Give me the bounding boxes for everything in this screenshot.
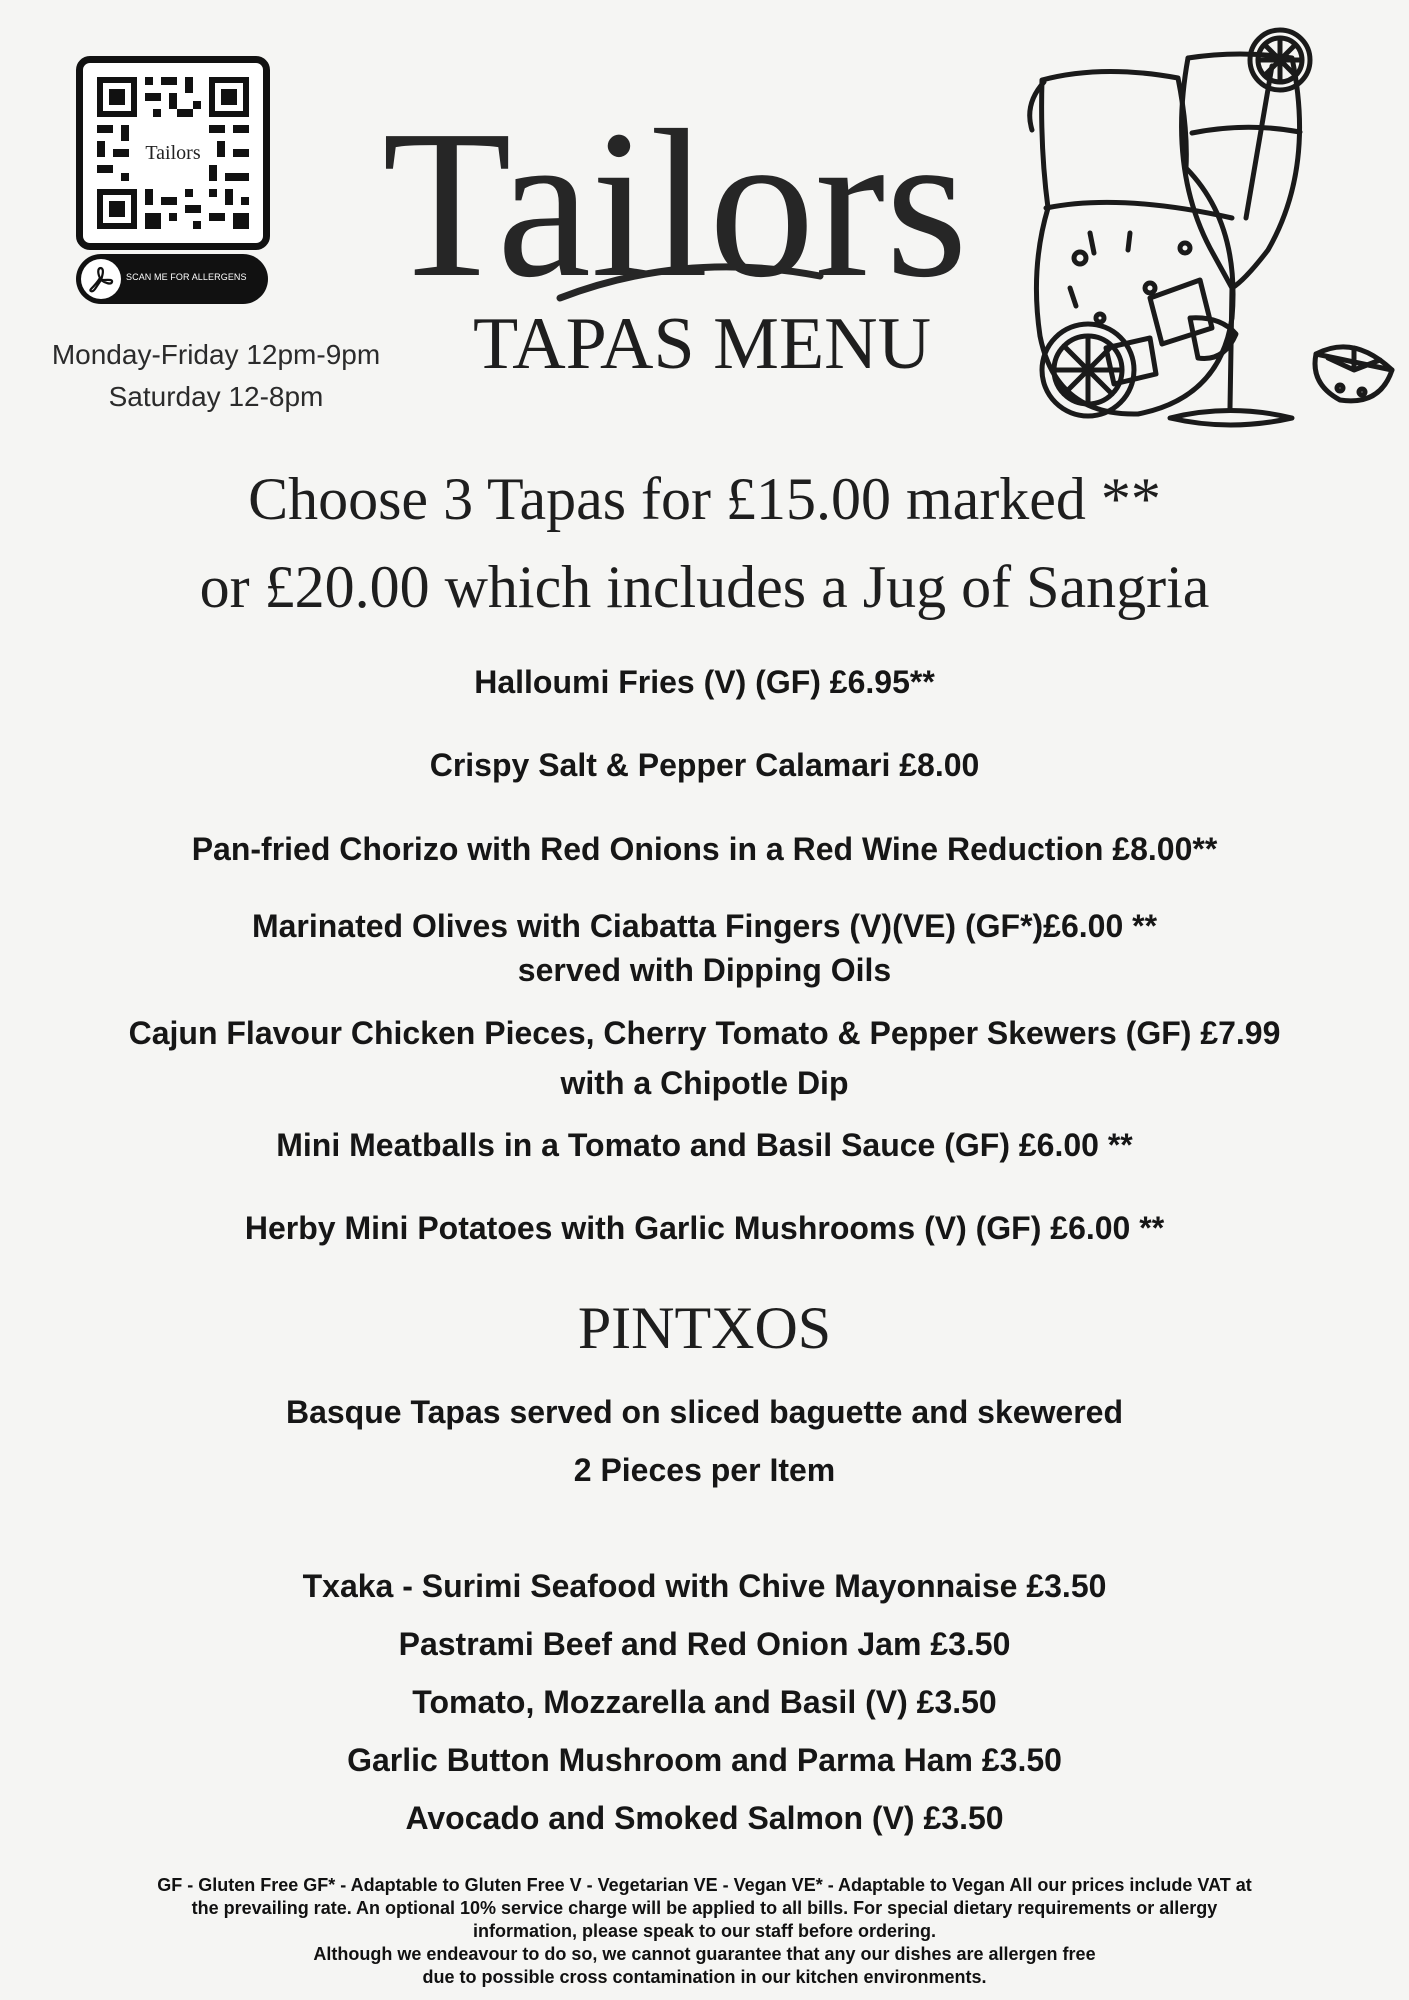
brand-logo-text: Tailors — [382, 86, 968, 321]
offer-headline — [0, 455, 1409, 631]
pdf-icon — [81, 259, 121, 299]
allergen-qr-block[interactable] — [76, 56, 270, 306]
hours-saturday: Saturday 12-8pm — [108, 381, 324, 412]
menu-item-olives: Marinated Olives with Ciabatta Fingers (V)(VE) (GF*)£6.00 ** — [251, 908, 1158, 944]
menu-item-chorizo: Pan-fried Chorizo with Red Onions in a Red Wine Reduction £8.00** — [191, 831, 1218, 867]
pintxos-intro: Basque Tapas served on sliced baguette and skewered — [285, 1394, 1124, 1430]
menu-title: TAPAS MENU — [472, 303, 932, 385]
allergen-footer-note — [16, 1874, 1393, 1989]
pintxos-item-tomato: Tomato, Mozzarella and Basil (V) £3.50 — [412, 1684, 997, 1720]
scan-allergens-button[interactable] — [76, 254, 268, 304]
qr-code-pattern — [91, 71, 255, 235]
menu-item-meatballs: Mini Meatballs in a Tomato and Basil Sauce (GF) £6.00 ** — [276, 1127, 1133, 1163]
footer-line-1: GF - Gluten Free GF* - Adaptable to Gluten Free V - Vegetarian VE - Vegan VE* - Adaptable to Vegan All our prices include VAT at — [157, 1875, 1252, 1895]
section-heading-pintxos: PINTXOS — [577, 1295, 832, 1361]
menu-item-olives-note: served with Dipping Oils — [517, 952, 892, 988]
footer-line-4: Although we endeavour to do so, we cannot guarantee that any our dishes are allergen free — [313, 1944, 1096, 1964]
pintxos-item-txaka: Txaka - Surimi Seafood with Chive Mayonnaise £3.50 — [302, 1568, 1107, 1604]
menu-item-calamari: Crispy Salt & Pepper Calamari £8.00 — [429, 747, 980, 783]
scan-allergens-label: SCAN ME FOR ALLERGENS — [126, 272, 247, 282]
pintxos-item-mushroom: Garlic Button Mushroom and Parma Ham £3.50 — [347, 1742, 1062, 1778]
pintxos-item-avocado: Avocado and Smoked Salmon (V) £3.50 — [405, 1800, 1004, 1836]
offer-line-1: Choose 3 Tapas for £15.00 marked ** — [248, 466, 1161, 532]
pintxos-item-pastrami: Pastrami Beef and Red Onion Jam £3.50 — [398, 1626, 1011, 1662]
footer-line-5: due to possible cross contamination in our kitchen environments. — [422, 1967, 987, 1987]
qr-logo-text: Tailors — [145, 142, 201, 164]
sangria-jug-icon — [1010, 18, 1390, 450]
footer-line-3: information, please speak to our staff before ordering. — [472, 1921, 937, 1941]
opening-hours — [20, 334, 412, 418]
menu-item-halloumi: Halloumi Fries (V) (GF) £6.95** — [474, 664, 935, 700]
menu-item-chicken: Cajun Flavour Chicken Pieces, Cherry Tomato & Pepper Skewers (GF) £7.99 — [128, 1015, 1281, 1051]
brand-logo — [382, 50, 968, 321]
menu-item-potatoes: Herby Mini Potatoes with Garlic Mushrooms (V) (GF) £6.00 ** — [244, 1210, 1165, 1246]
menu-item-chicken-note: with a Chipotle Dip — [560, 1065, 849, 1101]
footer-line-2: the prevailing rate. An optional 10% service charge will be applied to all bills. For special dietary requirements or allergy — [191, 1898, 1218, 1918]
pintxos-pieces-note: 2 Pieces per Item — [573, 1452, 836, 1488]
hours-weekday: Monday-Friday 12pm-9pm — [51, 339, 381, 370]
offer-line-2: or £20.00 which includes a Jug of Sangria — [199, 554, 1210, 620]
qr-code[interactable] — [76, 56, 270, 250]
